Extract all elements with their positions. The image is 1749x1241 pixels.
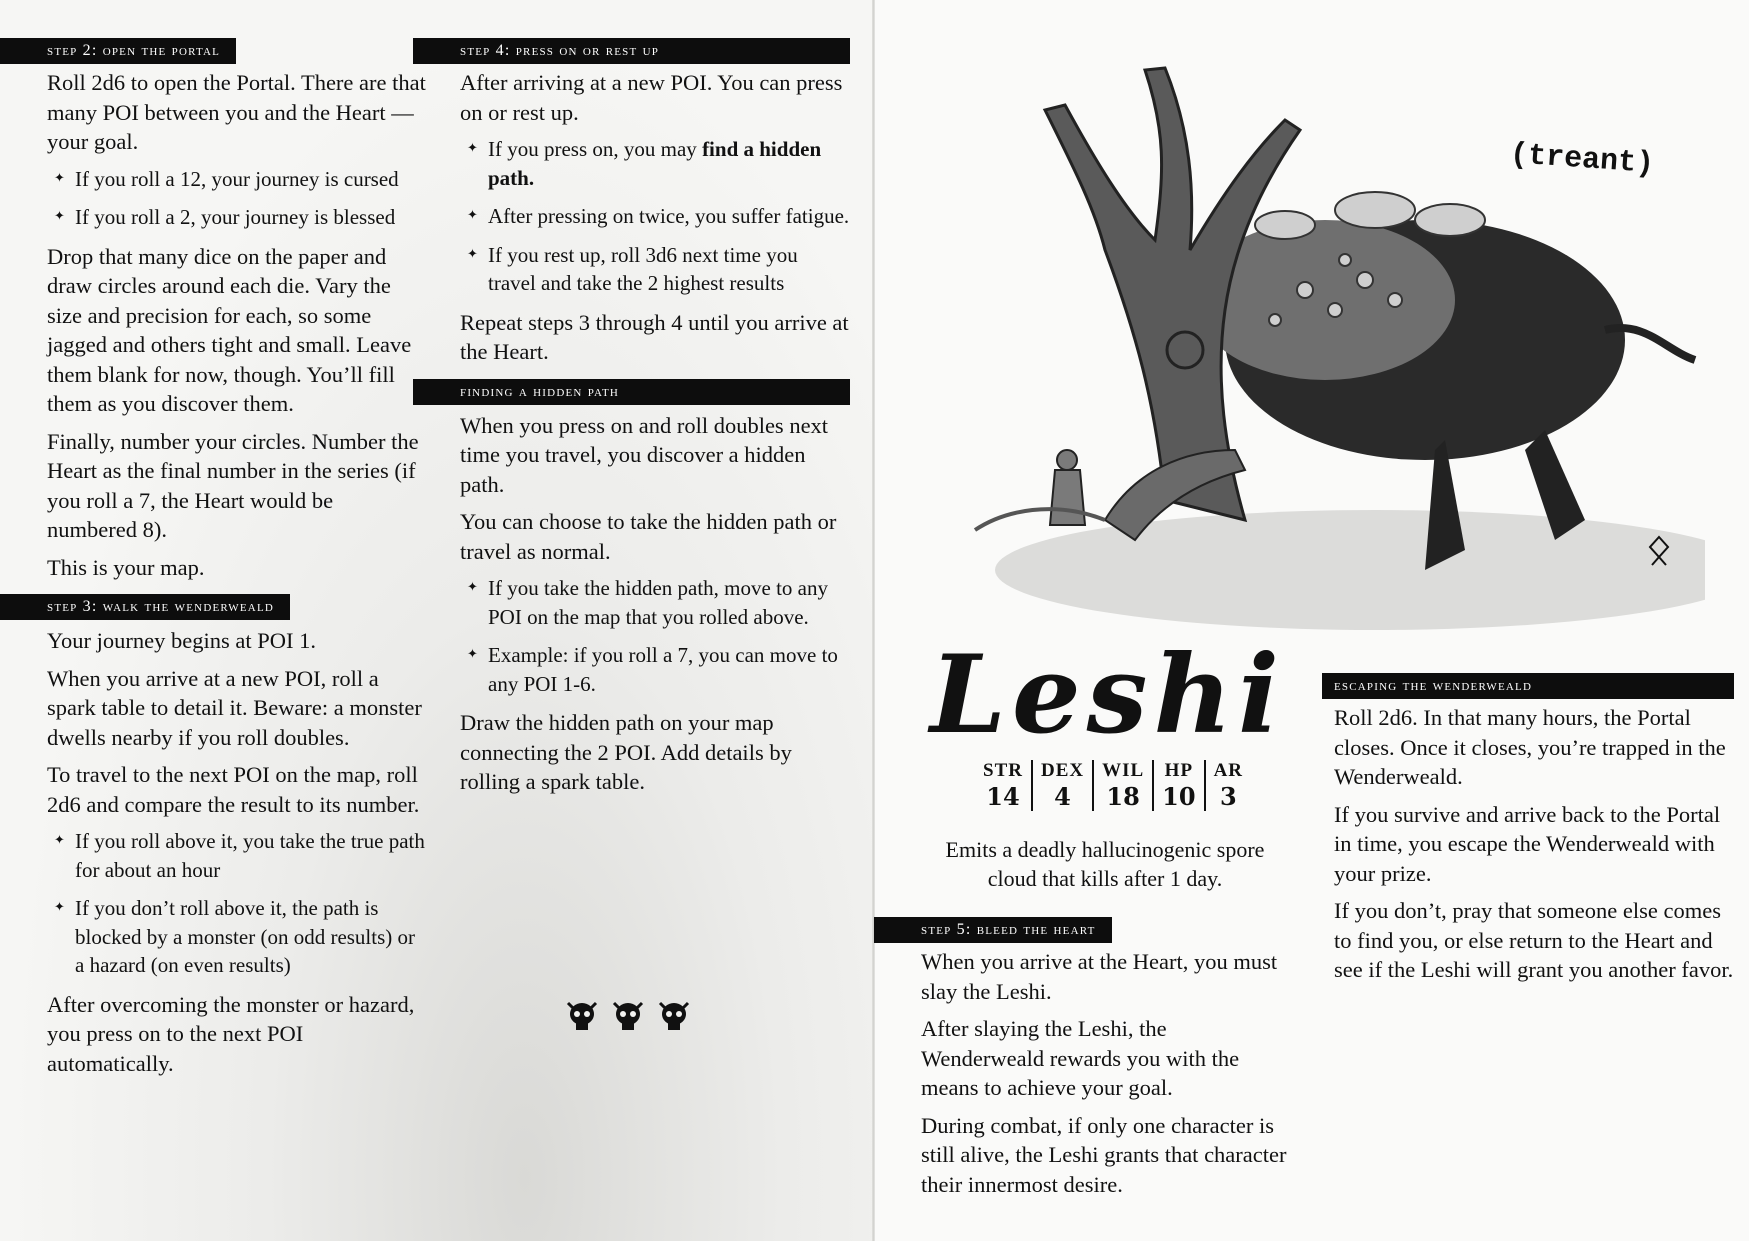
step3-paragraph: Your journey begins at POI 1. [47,628,316,653]
hidden-path-paragraph: When you press on and roll doubles next time you travel, you discover a hidden path. [460,412,829,497]
list-item: ✦ If you rest up, roll 3d6 next time you travel and take the 2 highest results [460,241,850,298]
step2-paragraph: Finally, number your circles. Number the Heart as the final number in the series (if you roll a 7, the Heart would be numbered 8). [47,428,419,542]
left-column-2 [460,38,850,797]
skull-icon [657,1000,691,1032]
stat-str [975,760,1033,811]
monster-stat-block [975,760,1251,811]
hidden-path-paragraph: You can choose to take the hidden path or travel as normal. [460,509,837,564]
skull-icon [565,1000,599,1032]
escaping-paragraph: If you don’t, pray that someone else comes to find you, or else return to the Heart and see if the Leshi will grant you another favor. [1334,898,1734,982]
step2-heading: step 2: open the portal [0,38,236,64]
list-item: ✦ After pressing on twice, you suffer fatigue. [460,202,850,231]
hidden-path-emphasis: find a hidden path. [488,137,822,190]
list-item: ✦ Example: if you roll a 7, you can move to any POI 1-6. [460,641,850,698]
step5-section [921,917,1291,1199]
step5-paragraph: During combat, if only one character is still alive, the Leshi grants that character their innermost desire. [921,1112,1287,1197]
stat-value: 14 [986,782,1020,811]
list-item: ✦ If you take the hidden path, move to any POI on the map that you rolled above. [460,574,850,631]
stat-name: WIL [1102,760,1145,781]
signature-mark-icon [1648,535,1670,567]
step5-heading: step 5: bleed the heart [874,917,1112,943]
step2-paragraph: Drop that many dice on the paper and draw circles around each die. Vary the size and precision for each, so some jagged and others tight and small. Leave them blank for now, though. You’ll fill them as you discover them. [47,243,412,416]
stat-name: DEX [1040,760,1085,781]
step3-paragraph: When you arrive at a new POI, roll a spark table to detail it. Beware: a monster dwells nearby if you roll doubles. [47,665,422,750]
list-item: ✦ If you roll a 12, your journey is cursed [47,165,427,194]
stat-value: 18 [1106,782,1140,811]
step3-paragraph: To travel to the next POI on the map, roll 2d6 and compare the result to its number. [47,762,420,817]
escaping-heading: escaping the wenderweald [1322,673,1734,699]
stat-dex [1033,760,1094,811]
list-item [460,135,850,192]
step2-paragraph: This is your map. [47,554,205,580]
stat-wil [1094,760,1154,811]
skull-divider [565,1000,691,1032]
step4-paragraph: After arriving at a new POI. You can press on or rest up. [460,70,843,125]
hidden-path-heading: finding a hidden path [413,379,850,405]
hidden-path-paragraph: Draw the hidden path on your map connecting the 2 POI. Add details by rolling a spark table. [460,710,792,794]
list-item: ✦ If you roll a 2, your journey is blessed [47,203,427,232]
monster-type-label: (treant) [1508,138,1656,182]
escaping-paragraph: Roll 2d6. In that many hours, the Portal closes. Once it closes, you’re trapped in the Wenderweald. [1334,705,1726,789]
stat-name: AR [1213,760,1244,781]
monster-description: Emits a deadly hallucinogenic spore cloud that kills after 1 day. [945,837,1265,891]
stat-ar [1206,760,1251,811]
step3-list [47,827,427,980]
step2-list [47,165,427,232]
step5-paragraph: After slaying the Leshi, the Wenderweald rewards you with the means to achieve your goal. [921,1016,1240,1100]
step4-paragraph: Repeat steps 3 through 4 until you arrive at the Heart. [460,309,849,364]
skull-icon [611,1000,645,1032]
step5-paragraph: When you arrive at the Heart, you must slay the Leshi. [921,949,1278,1004]
step3-paragraph: After overcoming the monster or hazard, you press on to the next POI automatically. [47,991,415,1076]
hidden-path-list [460,574,850,698]
stat-name: STR [983,760,1023,781]
left-column-1 [47,38,427,1078]
step3-heading: step 3: walk the wenderweald [0,594,290,620]
stat-hp [1154,760,1205,811]
step4-list [460,135,850,298]
stat-value: 4 [1054,782,1071,811]
stat-value: 10 [1162,782,1196,811]
step4-heading: step 4: press on or rest up [413,38,850,64]
stat-name: HP [1164,760,1194,781]
escaping-paragraph: If you survive and arrive back to the Portal in time, you escape the Wenderweald with your prize. [1334,801,1721,886]
list-item-text: If you press on, you may [488,137,703,161]
step2-paragraph: Roll 2d6 to open the Portal. There are that many POI between you and the Heart — your goal. [47,70,426,154]
treant-illustration [905,50,1705,650]
list-item: ✦ If you don’t roll above it, the path is blocked by a monster (on odd results) or a hazard (on even results) [47,894,427,980]
stat-value: 3 [1219,782,1237,811]
page-spine [872,0,875,1241]
monster-name: Leshi [930,632,1286,758]
escaping-section [1334,673,1734,985]
list-item: ✦ If you roll above it, you take the true path for about an hour [47,827,427,884]
